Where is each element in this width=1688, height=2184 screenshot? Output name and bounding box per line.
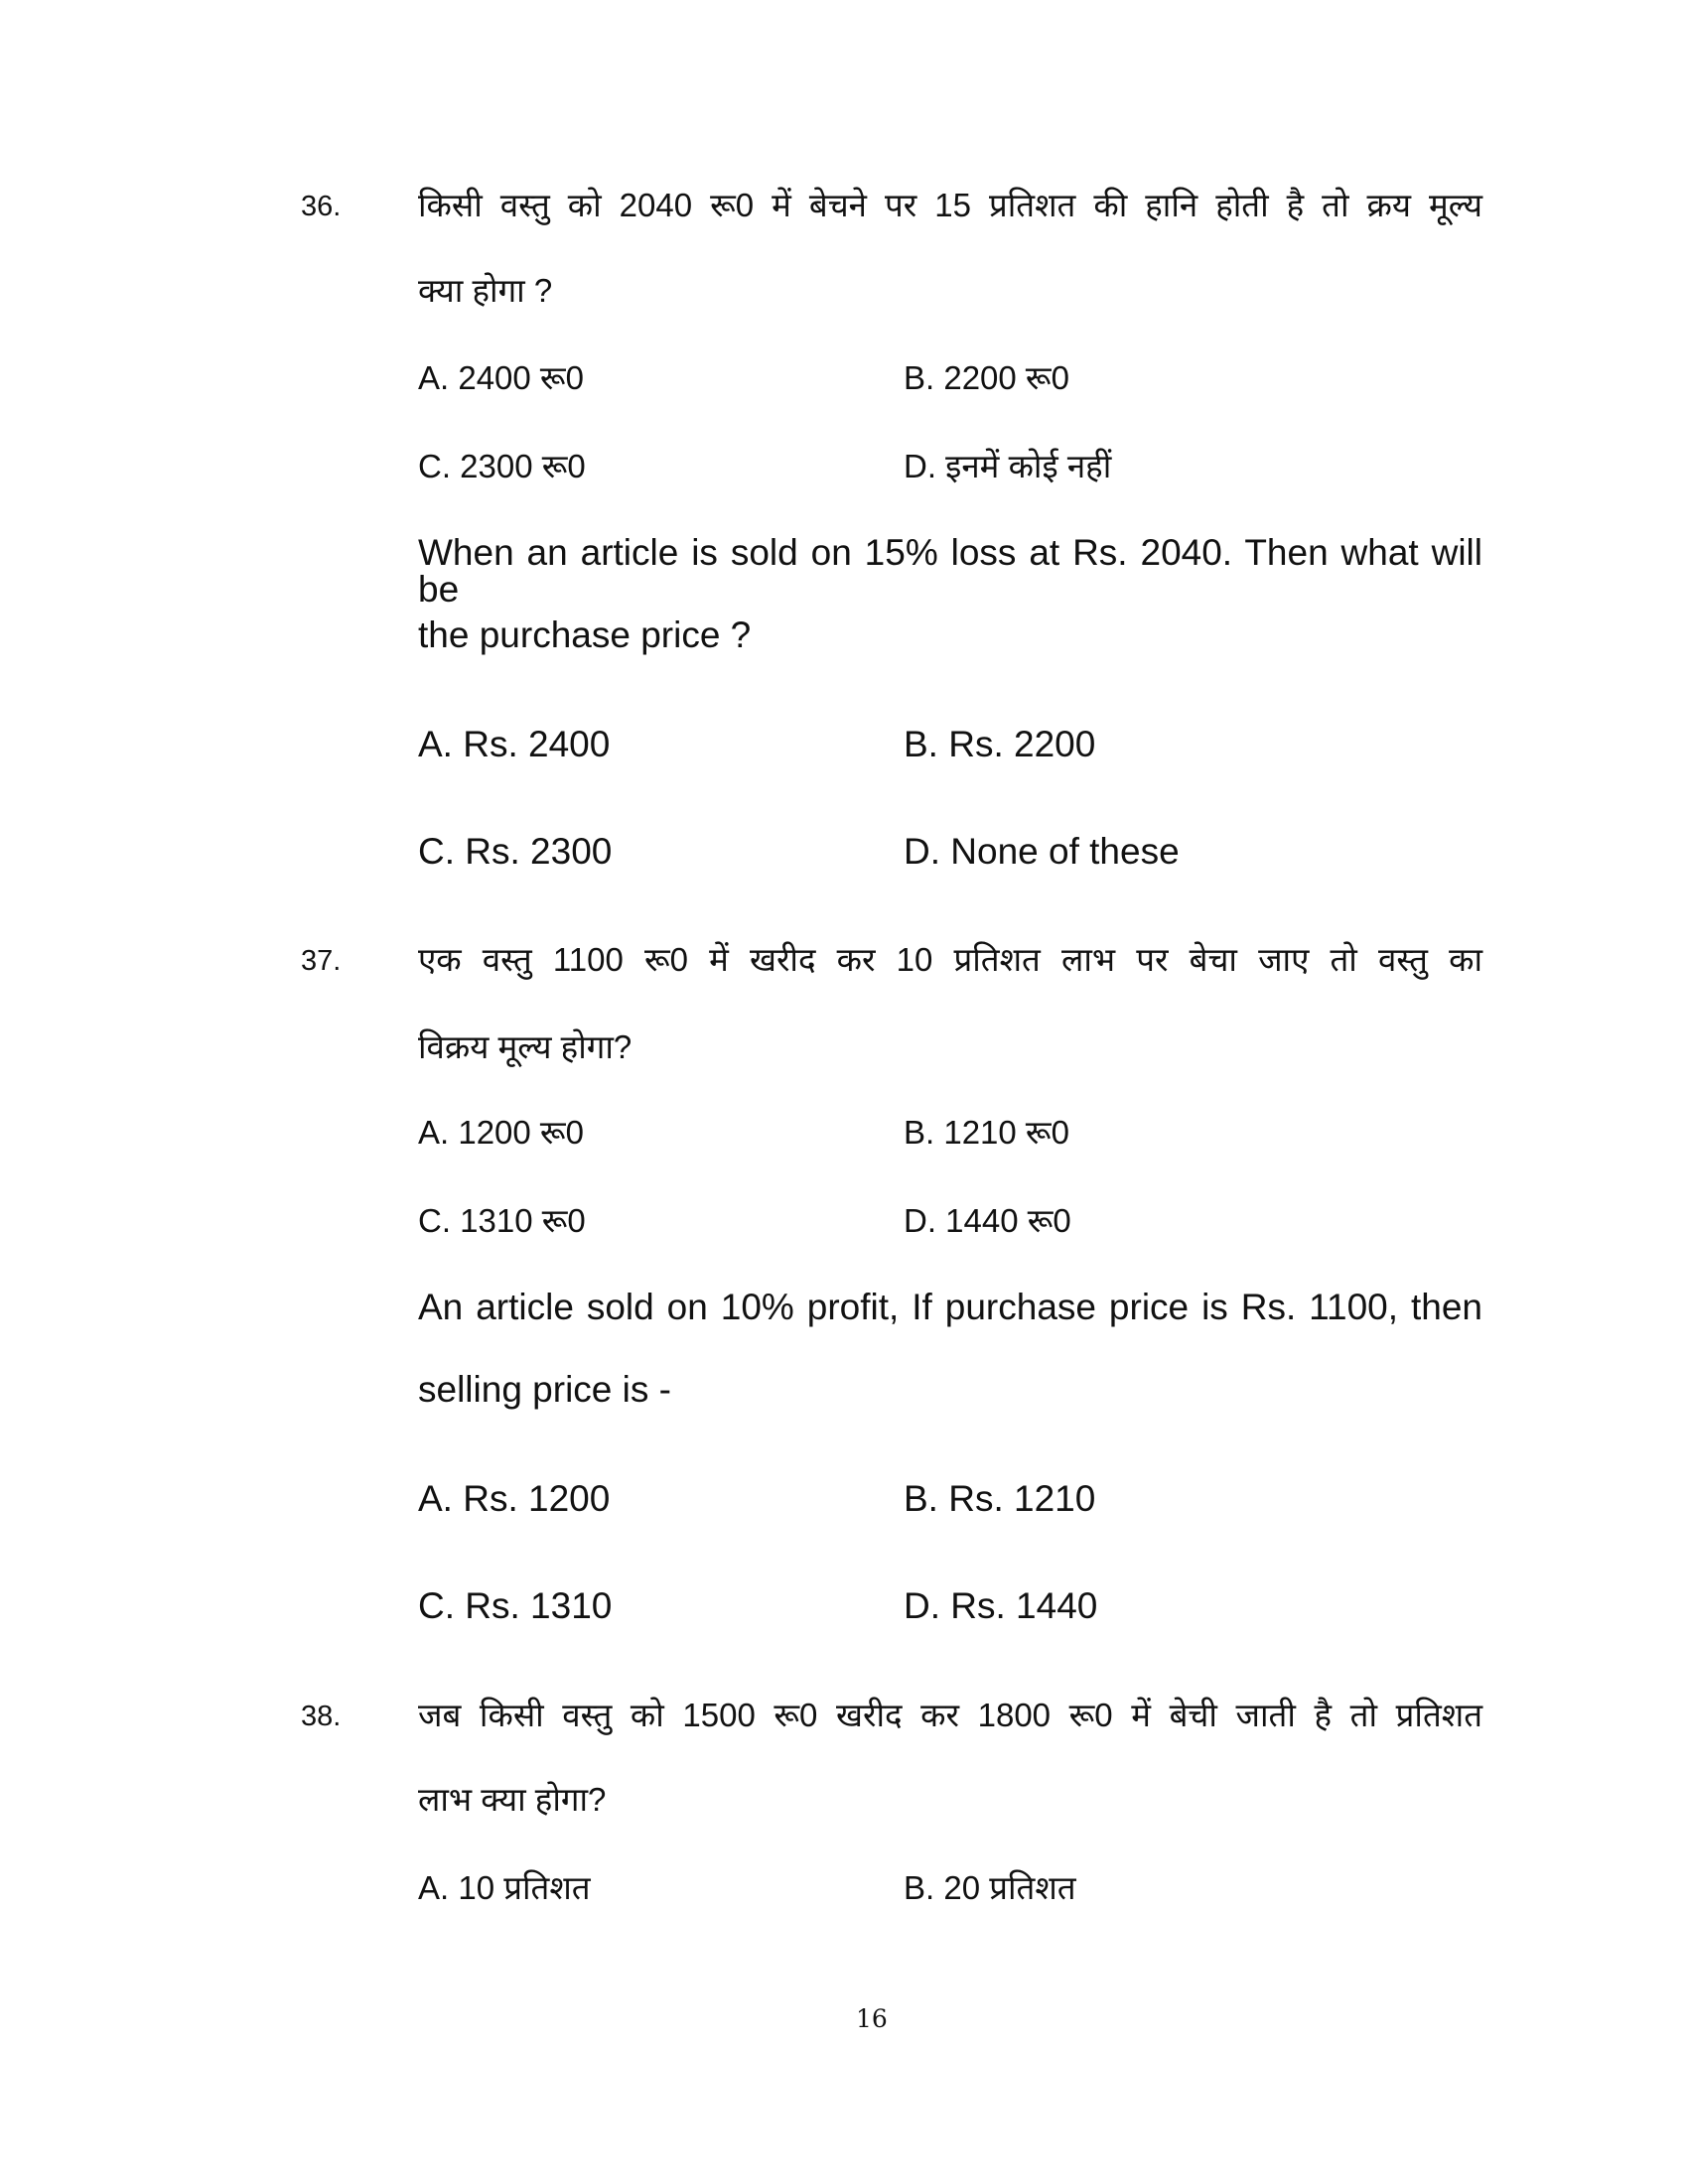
question-hindi-line: विक्रय मूल्य होगा? bbox=[418, 1028, 633, 1065]
option-b-english: B. Rs. 1210 bbox=[904, 1478, 1096, 1519]
option-c-english: C. Rs. 2300 bbox=[418, 831, 613, 872]
question-english-line: selling price is - bbox=[418, 1369, 671, 1410]
question-number: 38. bbox=[301, 1701, 342, 1732]
option-d-english: D. Rs. 1440 bbox=[904, 1585, 1098, 1626]
option-c-hindi: C. 1310 रू0 bbox=[418, 1202, 586, 1239]
option-b-hindi: B. 1210 रू0 bbox=[904, 1114, 1069, 1151]
option-d-hindi: D. इनमें कोई नहीं bbox=[904, 448, 1112, 484]
option-b-hindi: B. 20 प्रतिशत bbox=[904, 1869, 1076, 1906]
option-d-english: D. None of these bbox=[904, 831, 1180, 872]
question-hindi-line: जब किसी वस्तु को 1500 रू0 खरीद कर 1800 रू0 में बेची जाती है तो प्रतिशत bbox=[418, 1697, 1482, 1733]
option-c-hindi: C. 2300 रू0 bbox=[418, 448, 586, 484]
option-a-hindi: A. 10 प्रतिशत bbox=[418, 1869, 591, 1906]
question-hindi-line: किसी वस्तु को 2040 रू0 में बेचने पर 15 प्रतिशत की हानि होती है तो क्रय मूल्य bbox=[418, 187, 1482, 223]
option-a-english: A. Rs. 1200 bbox=[418, 1478, 611, 1519]
question-english-line: When an article is sold on 15% loss at Rs. 2040. Then what will be bbox=[418, 532, 1482, 610]
option-a-hindi: A. 1200 रू0 bbox=[418, 1114, 584, 1151]
option-a-hindi: A. 2400 रू0 bbox=[418, 359, 584, 396]
option-b-english: B. Rs. 2200 bbox=[904, 724, 1096, 764]
option-a-english: A. Rs. 2400 bbox=[418, 724, 611, 764]
question-hindi-line: क्या होगा ? bbox=[418, 272, 553, 309]
question-english-line: the purchase price ? bbox=[418, 614, 752, 655]
question-english-line: An article sold on 10% profit, If purchase price is Rs. 1100, then bbox=[418, 1287, 1482, 1327]
page-number: 16 bbox=[856, 2004, 888, 2033]
option-c-english: C. Rs. 1310 bbox=[418, 1585, 613, 1626]
option-b-hindi: B. 2200 रू0 bbox=[904, 359, 1069, 396]
question-number: 37. bbox=[301, 945, 342, 977]
question-hindi-line: एक वस्तु 1100 रू0 में खरीद कर 10 प्रतिशत लाभ पर बेचा जाए तो वस्तु का bbox=[418, 941, 1482, 978]
question-number: 36. bbox=[301, 191, 342, 222]
option-d-hindi: D. 1440 रू0 bbox=[904, 1202, 1071, 1239]
question-hindi-line: लाभ क्या होगा? bbox=[418, 1781, 607, 1818]
